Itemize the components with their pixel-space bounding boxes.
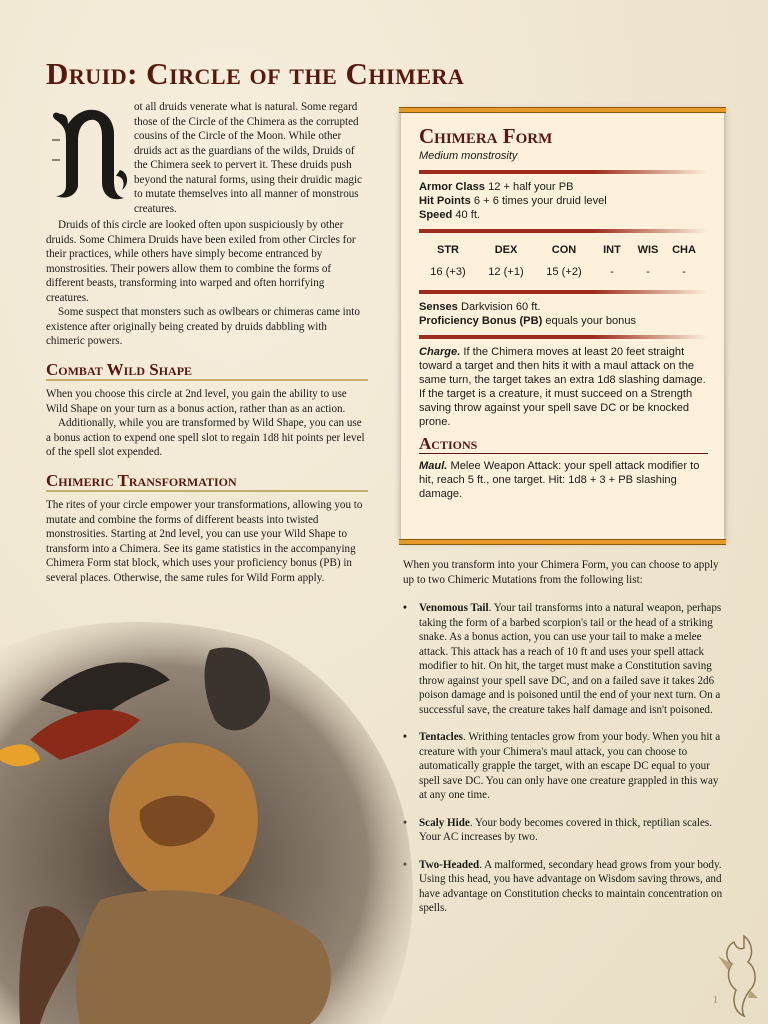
intro-paragraph-2: Druids of this circle are looked often upon suspiciously by other druids. Some Chimera Druids have been exiled from other Circles for their practices, while others have simply become entranced by monstrosities. Their powers allow them to combine the forms of different beasts, transforming into warped and often horrifying creatures. <box>46 219 356 304</box>
list-item: • Tentacles. Writhing tentacles grow from your body. When you hit a creature with your Chimera's maul attack, you can choose to automatically grapple the target, with an escape DC equal to your spell save DC. You can only have one creature grappled in this way at any one time. <box>403 730 723 803</box>
stat-divider <box>419 335 708 339</box>
ability-name: CHA <box>672 244 696 256</box>
ability-value: 15 (+2) <box>546 266 582 278</box>
dragon-ornament-icon <box>714 932 760 1018</box>
ability-name: INT <box>603 244 621 256</box>
stat-divider <box>419 229 708 233</box>
stat-divider <box>419 170 708 174</box>
ability-name: CON <box>551 244 577 256</box>
chimera-illustration <box>0 610 420 1024</box>
combat-wild-shape-p1: When you choose this circle at 2nd level, you gain the ability to use Wild Shape on your turn as a bonus action, rather than as an action. <box>46 388 347 415</box>
list-item: • Scaly Hide. Your body becomes covered in thick, reptilian scales. Your AC increases by two. <box>403 816 723 845</box>
proficiency-line: Proficiency Bonus (PB) equals your bonus <box>419 315 637 327</box>
ability-scores <box>419 243 708 283</box>
stat-block-top-bar <box>399 107 726 113</box>
maul-action: Maul. Melee Weapon Attack: your spell attack modifier to hit, reach 5 ft., one target. Hit: 1d8 + 3 + PB slashing damage. <box>419 460 700 500</box>
stat-block-type: Medium monstrosity <box>419 150 518 162</box>
ability-value: - <box>682 266 686 278</box>
speed-line: Speed 40 ft. <box>419 209 481 221</box>
left-column <box>46 100 368 585</box>
mutations-intro: When you transform into your Chimera Form, you can choose to apply up to two Chimeric Mutations from the following list: <box>403 559 719 586</box>
senses-line: Senses Darkvision 60 ft. <box>419 301 541 313</box>
chimeric-transformation-heading: Chimeric Transformation <box>46 474 368 493</box>
ability-name: WIS <box>637 244 659 256</box>
ability-value: - <box>646 266 650 278</box>
page-title: Druid: Circle of the Chimera <box>46 56 465 91</box>
stat-block-name: Chimera Form <box>419 124 553 148</box>
intro-paragraph: ot all druids venerate what is natural. Some regard those of the Circle of the Chimera as the corrupted cousins of the Circle of the Moon. While other druids act as the guardians of the wilds, Druids of the Chimera seek to pervert it. These druids push beyond the natural forms, using their druidic magic to mutate themselves into all manner of monstrous creatures. <box>134 101 362 215</box>
list-item: • Venomous Tail. Your tail transforms into a natural weapon, perhaps taking the form of a barbed scorpion's tail or the head of a striking snake. As a bonus action, you can use your tail to make a melee attack. This attack has a reach of 10 ft and uses your spell attack modifier to hit. On hit, the target must make a Constitution saving throw against your spell save DC, and on a failed save it takes 2d6 poison damage and is poisoned until the end of your next turn. On a successful save, the creature takes half damage and isn't poisoned. <box>403 601 723 717</box>
right-column <box>403 558 723 929</box>
charge-trait: Charge. If the Chimera moves at least 20 feet straight toward a target and then hits it with a maul attack on the same turn, the target takes an extra 1d8 slashing damage. If the target is a creature, it must succeed on a Strength saving throw against your spell save DC or be knocked prone. <box>419 346 706 428</box>
page-number: 1 <box>713 995 718 1006</box>
stat-divider <box>419 290 708 294</box>
chimeric-transformation-p1: The rites of your circle empower your transformations, allowing you to mutate and combine the forms of different beasts into twisted monstrosities. Starting at 2nd level, you can use your Wild Shape to transform into a Chimera. See its game statistics in the accompanying Chimera Form stat block, which uses your proficiency bonus (PB) in several places. Otherwise, the same rules for Wild Form apply. <box>46 499 363 584</box>
ability-name: STR <box>437 244 459 256</box>
mutations-list <box>403 601 723 916</box>
list-item: • Two-Headed. A malformed, secondary head grows from your body. Using this head, you have advantage on Wisdom saving throws, and have advantage on Constitution checks to maintain concentration on spells. <box>403 858 723 916</box>
combat-wild-shape-p2: Additionally, while you are transformed by Wild Shape, you can use a bonus action to expend one spell slot to regain 1d8 hit points per level of the spell slot expended. <box>46 417 365 458</box>
ability-value: - <box>610 266 614 278</box>
stat-block <box>401 110 724 542</box>
ability-name: DEX <box>494 244 518 256</box>
hit-points-line: Hit Points 6 + 6 times your druid level <box>419 195 607 207</box>
ability-value: 16 (+3) <box>430 266 466 278</box>
dropcap-n-icon <box>46 100 130 204</box>
ability-value: 12 (+1) <box>488 266 524 278</box>
combat-wild-shape-heading: Combat Wild Shape <box>46 363 368 382</box>
stat-block-bottom-bar <box>399 539 726 545</box>
intro-section <box>46 100 368 218</box>
intro-paragraph-3: Some suspect that monsters such as owlbears or chimeras came into existence after originally being created by druids dabbling with chimeric powers. <box>46 306 360 347</box>
armor-class-line: Armor Class 12 + half your PB <box>419 181 574 193</box>
actions-heading: Actions <box>419 437 708 454</box>
